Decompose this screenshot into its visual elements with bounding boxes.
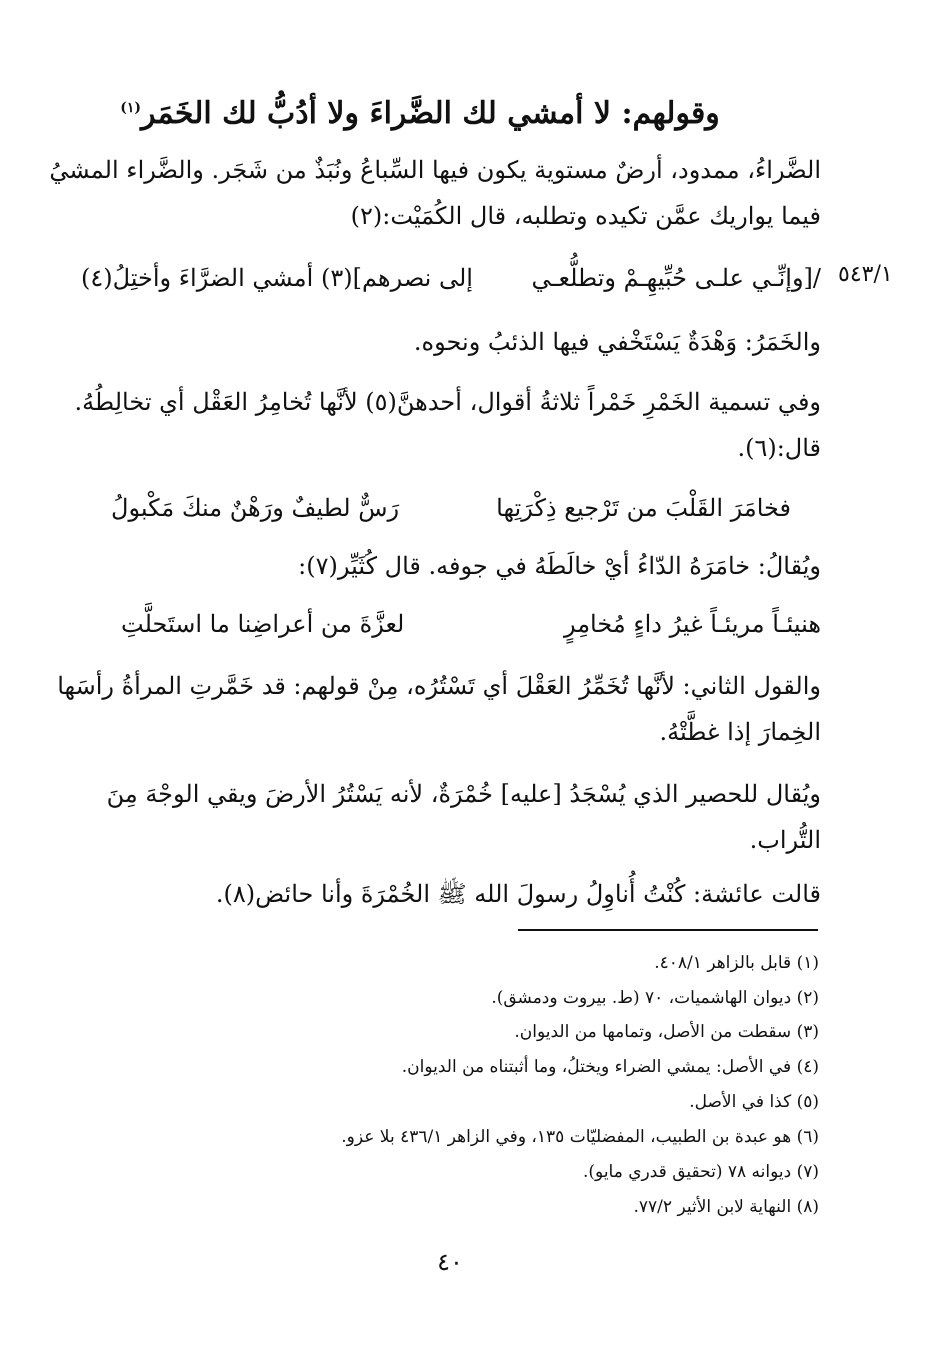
footnote-8: (٨) النهاية لابن الأثير ٧٧/٢. — [633, 1197, 819, 1217]
footnote-separator — [518, 929, 818, 931]
footnote-2: (٢) ديوان الهاشميات، ٧٠ (ط. بيروت ودمشق). — [491, 988, 819, 1008]
verse-1-first-hemistich: /[وإنِّـي علـى حُبِّيهِـمْ وتطلُّعـي — [531, 264, 821, 292]
verse-2-first-hemistich: فخامَرَ القَلْبَ من تَرْجيع ذِكْرَتِها — [496, 494, 791, 522]
paragraph-1-line-1: الضَّراءُ، ممدود، أرضٌ مستوية يكون فيها السِّباعُ ونُبَذٌ من شَجَر. والضَّراء المشيُ — [49, 156, 821, 184]
verse-1-second-hemistich: إلى نصرهم](٣) أمشي الضرَّاءَ وأختِلُ(٤) — [81, 264, 473, 292]
title-footnote-ref: (١) — [120, 100, 141, 116]
verse-2-second-hemistich: رَسٌّ لطيفٌ ورَهْنٌ منكَ مَكْبولُ — [111, 494, 400, 522]
paragraph-2: والخَمَرُ: وَهْدَةٌ يَسْتَخْفي فيها الذئبُ ونحوه. — [413, 328, 821, 356]
footnote-4: (٤) في الأصل: يمشي الضراء ويختلُ، وما أثبتناه من الديوان. — [401, 1057, 819, 1077]
paragraph-5-line-2: الخِمارَ إذا غطَّتْهُ. — [659, 718, 821, 746]
footnote-5: (٥) كذا في الأصل. — [689, 1092, 819, 1112]
footnote-7: (٧) ديوانه ٧٨ (تحقيق قدري مايو). — [583, 1162, 819, 1182]
verse-3-first-hemistich: هنيئـاً مريئـاً غيرُ داءٍ مُخامِرٍ — [563, 610, 821, 638]
margin-reference: ٥٤٣/١ — [838, 262, 893, 287]
paragraph-6-line-1: ويُقال للحصير الذي يُسْجَدُ [عليه] خُمْرَةٌ، لأنه يَسْتُرُ الأرضَ ويقي الوجْهَ مِنَ — [106, 780, 821, 808]
verse-2 — [81, 488, 821, 528]
paragraph-5-line-1: والقول الثاني: لأنَّها تُخَمِّرُ العَقْلَ أي تَسْتُرُه، مِنْ قولهم: قد خَمَّرتِ المرأةُ رأسَها — [57, 672, 821, 700]
paragraph-3-line-2: قال:(٦). — [737, 434, 821, 462]
verse-1 — [81, 258, 821, 298]
title-text: وقولهم: لا أمشي لك الضَّراءَ ولا أدُبُّ لك الخَمَر — [141, 96, 720, 131]
page-number: ٤٠ — [437, 1248, 463, 1276]
footnote-1: (١) قابل بالزاهر ٤٠٨/١. — [654, 953, 819, 973]
verse-3 — [81, 604, 821, 644]
footnote-3: (٣) سقطت من الأصل، وتمامها من الديوان. — [514, 1022, 819, 1042]
paragraph-4: ويُقالُ: خامَرَهُ الدّاءُ أيْ خالَطَهُ في جوفه. قال كُثَيِّر(٧): — [298, 552, 821, 580]
paragraph-6-line-2: التُّراب. — [749, 826, 821, 854]
verse-3-second-hemistich: لعزَّةَ من أعراضِنا ما استَحلَّتِ — [121, 610, 405, 638]
paragraph-1-line-2: فيما يواريك عمَّن تكيده وتطلبه، قال الكُمَيْت:(٢) — [350, 202, 821, 230]
paragraph-3-line-1: وفي تسمية الخَمْرِ خَمْراً ثلاثةُ أقوال، أحدهنَّ(٥) لأنَّها تُخامِرُ العَقْل أي تخالِطُهُ. — [74, 388, 821, 416]
section-title — [100, 86, 740, 136]
footnote-6: (٦) هو عبدة بن الطبيب، المفضليّات ١٣٥، وفي الزاهر ٤٣٦/١ بلا عزو. — [341, 1127, 819, 1147]
paragraph-7: قالت عائشة: كُنْتُ أُناوِلُ رسولَ الله ﷺ الخُمْرَةَ وأنا حائض(٨). — [215, 880, 821, 908]
